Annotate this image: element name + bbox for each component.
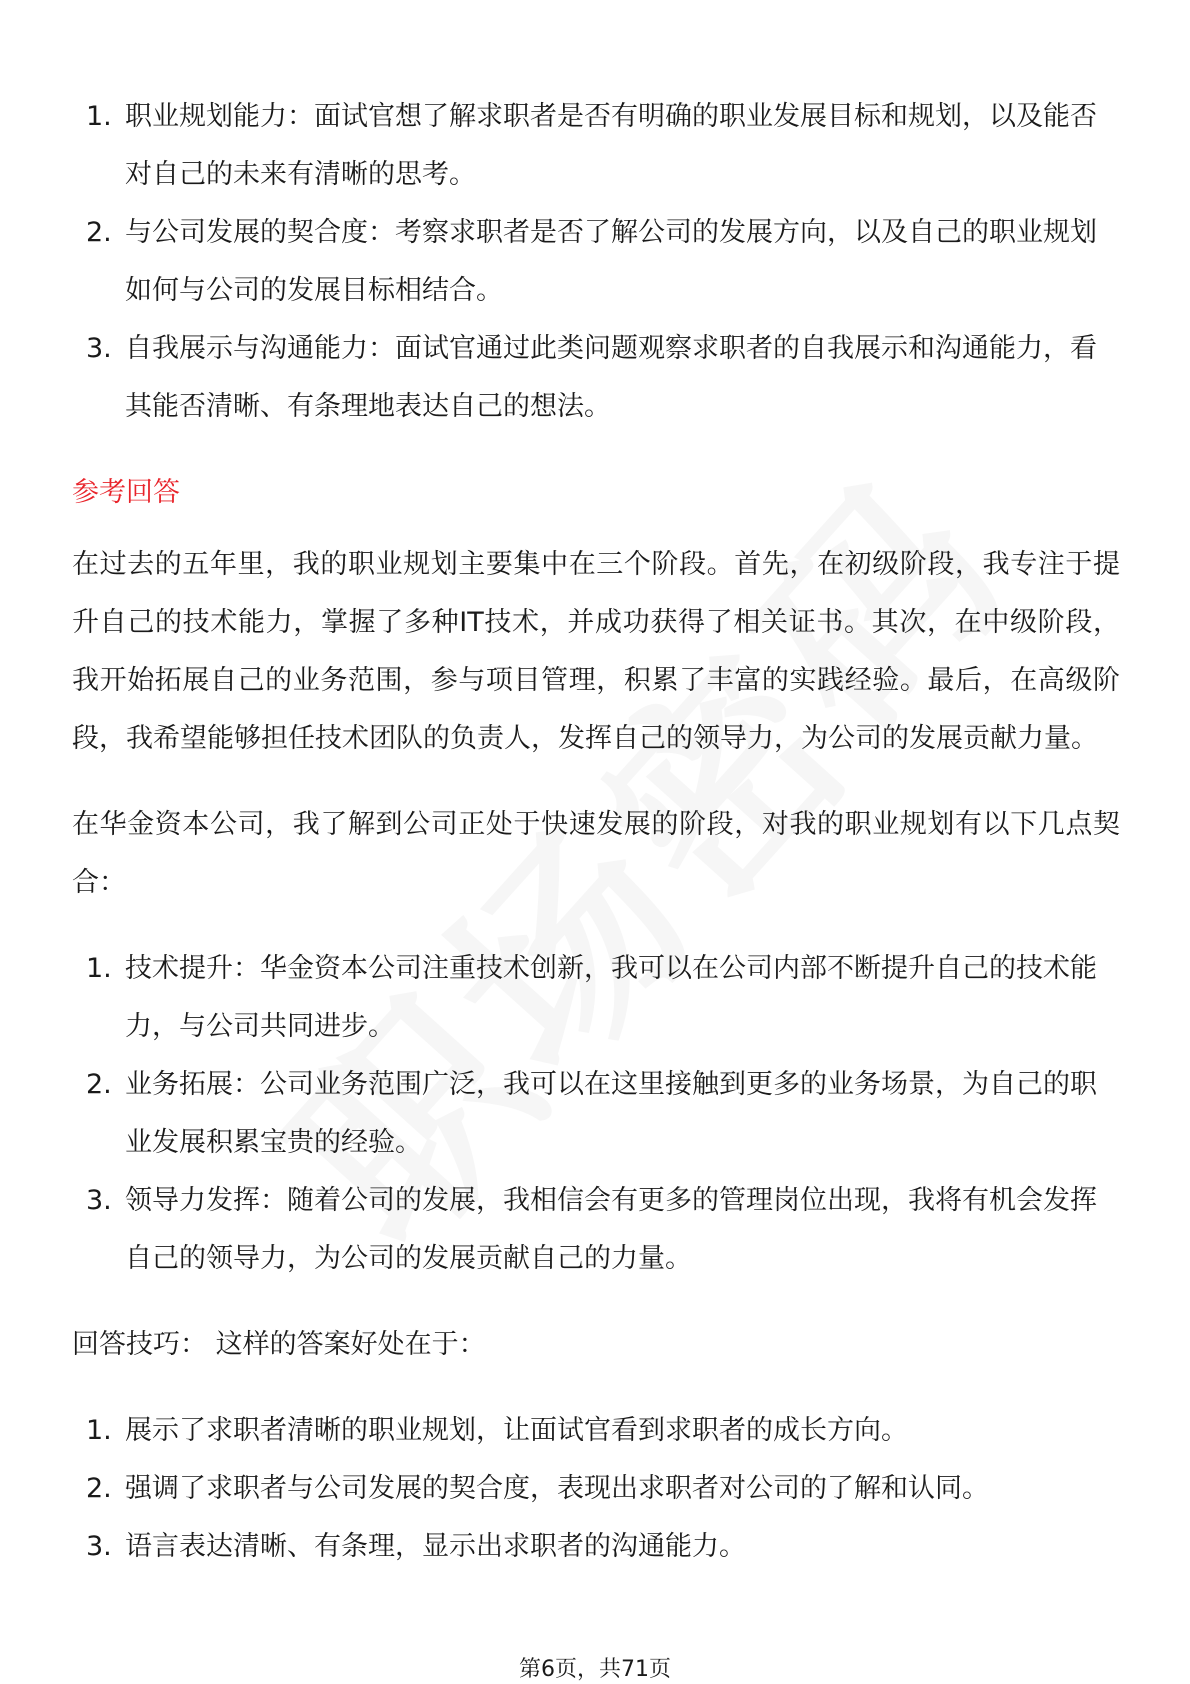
list-item-text: 职业规划能力：面试官想了解求职者是否有明确的职业发展目标和规划，以及能否对自己的未来有清晰的思考。 <box>125 101 1097 190</box>
fit-points-list <box>72 940 1120 1288</box>
list-item <box>72 1056 1120 1172</box>
list-number: 2. <box>86 1473 112 1504</box>
tips-paragraph: 回答技巧： 这样的答案好处在于： <box>72 1329 486 1360</box>
list-number: 3. <box>86 1185 112 1216</box>
list-item-text: 业务拓展：公司业务范围广泛，我可以在这里接触到更多的业务场景，为自己的职业发展积累宝贵的经验。 <box>125 1069 1097 1158</box>
list-item <box>72 204 1120 320</box>
list-item <box>72 1402 1120 1460</box>
list-item-text: 自我展示与沟通能力：面试官通过此类问题观察求职者的自我展示和沟通能力，看其能否清晰、有条理地表达自己的想法。 <box>125 333 1097 422</box>
list-number: 2. <box>86 1069 112 1100</box>
section-title: 参考回答 <box>72 477 180 508</box>
list-item <box>72 940 1120 1056</box>
page-content <box>72 88 1120 1576</box>
list-number: 1. <box>86 101 112 132</box>
list-item-text: 领导力发挥：随着公司的发展，我相信会有更多的管理岗位出现，我将有机会发挥自己的领导力，为公司的发展贡献自己的力量。 <box>125 1185 1097 1274</box>
assessment-points-list <box>72 88 1120 436</box>
tips-list <box>72 1402 1120 1576</box>
list-number: 1. <box>86 953 112 984</box>
list-item <box>72 320 1120 436</box>
list-item-text: 展示了求职者清晰的职业规划，让面试官看到求职者的成长方向。 <box>125 1415 908 1446</box>
list-number: 3. <box>86 333 112 364</box>
list-number: 2. <box>86 217 112 248</box>
list-item <box>72 1172 1120 1288</box>
list-item-text: 语言表达清晰、有条理，显示出求职者的沟通能力。 <box>125 1531 746 1562</box>
list-item <box>72 1518 1120 1576</box>
list-item <box>72 1460 1120 1518</box>
list-item-text: 技术提升：华金资本公司注重技术创新，我可以在公司内部不断提升自己的技术能力，与公司共同进步。 <box>125 953 1097 1042</box>
list-item-text: 强调了求职者与公司发展的契合度，表现出求职者对公司的了解和认同。 <box>125 1473 989 1504</box>
page-number-footer: 第6页，共71页 <box>519 1657 671 1682</box>
answer-paragraph: 在过去的五年里，我的职业规划主要集中在三个阶段。首先，在初级阶段，我专注于提升自己的技术能力，掌握了多种IT技术，并成功获得了相关证书。其次，在中级阶段，我开始拓展自己的业务范围，参与项目管理，积累了丰富的实践经验。最后，在高级阶段，我希望能够担任技术团队的负责人，发挥自己的领导力，为公司的发展贡献力量。 <box>72 549 1120 754</box>
list-item-text: 与公司发展的契合度：考察求职者是否了解公司的发展方向，以及自己的职业规划如何与公司的发展目标相结合。 <box>125 217 1097 306</box>
list-item <box>72 88 1120 204</box>
company-fit-paragraph: 在华金资本公司，我了解到公司正处于快速发展的阶段，对我的职业规划有以下几点契合： <box>72 809 1120 898</box>
list-number: 3. <box>86 1531 112 1562</box>
list-number: 1. <box>86 1415 112 1446</box>
